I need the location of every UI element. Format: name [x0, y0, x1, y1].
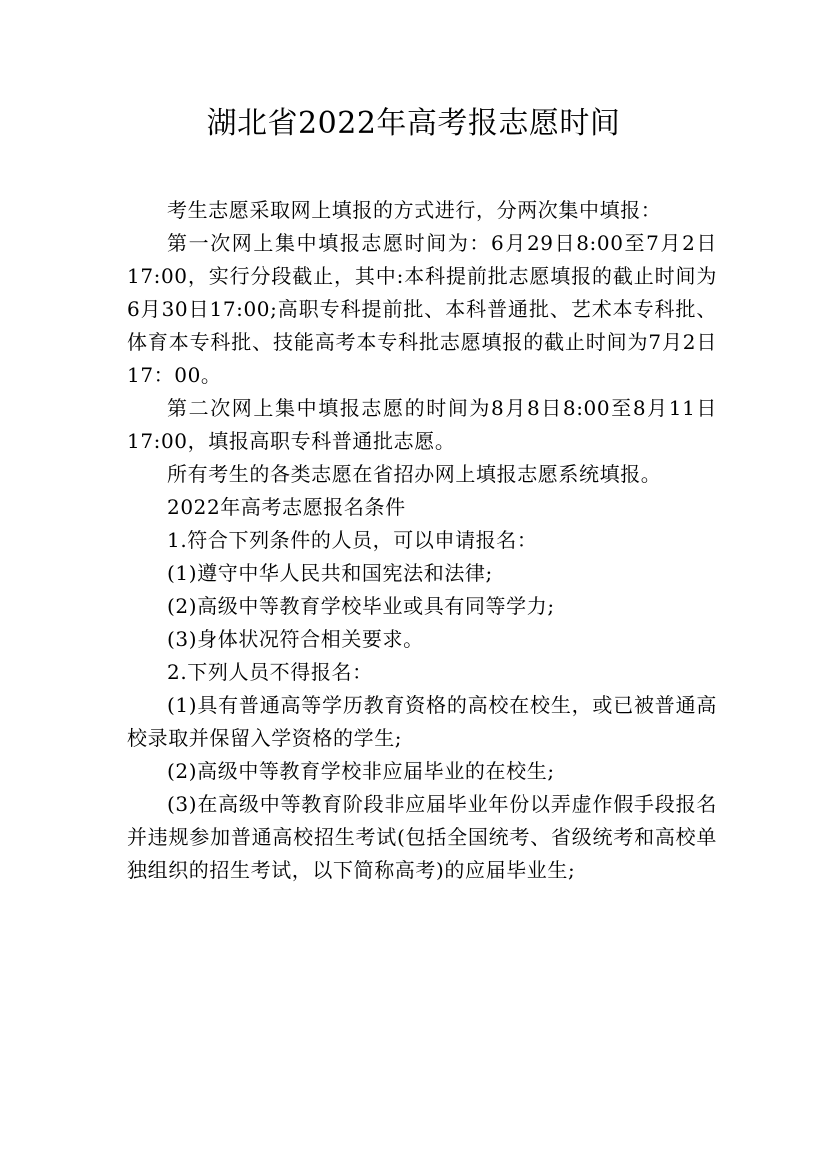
paragraph-second-round: 第二次网上集中填报志愿的时间为8月8日8:00至8月11日17:00，填报高职专科普通批志愿。	[127, 396, 717, 453]
paragraph-intro: 考生志愿采取网上填报的方式进行，分两次集中填报：	[167, 198, 662, 222]
list-item-ineligible-1: (1)具有普通高等学历教育资格的高校在校生，或已被普通高校录取并保留入学资格的学生;	[127, 693, 717, 750]
list-item-ineligible-2: (2)高级中等教育学校非应届毕业的在校生;	[167, 759, 555, 783]
list-heading-eligible: 1.符合下列条件的人员，可以申请报名：	[167, 528, 538, 552]
list-item-eligible-3: (3)身体状况符合相关要求。	[167, 627, 424, 651]
page-title: 湖北省2022年高考报志愿时间	[206, 106, 621, 141]
section-heading-conditions: 2022年高考志愿报名条件	[167, 495, 406, 519]
paragraph-system-note: 所有考生的各类志愿在省招办网上填报志愿系统填报。	[167, 462, 662, 486]
list-item-eligible-2: (2)高级中等教育学校毕业或具有同等学力;	[167, 594, 555, 618]
list-item-ineligible-3: (3)在高级中等教育阶段非应届毕业年份以弄虚作假手段报名并违规参加普通高校招生考试(包括全国统考、省级统考和高校单独组织的招生考试，以下简称高考)的应届毕业生;	[127, 792, 717, 882]
document-body	[127, 194, 717, 887]
list-heading-ineligible: 2.下列人员不得报名：	[167, 660, 373, 684]
list-item-eligible-1: (1)遵守中华人民共和国宪法和法律;	[167, 561, 493, 585]
paragraph-first-round: 第一次网上集中填报志愿时间为：6月29日8:00至7月2日17:00，实行分段截止，其中:本科提前批志愿填报的截止时间为6月30日17:00;高职专科提前批、本科普通批、艺术本专科批、体育本专科批、技能高考本专科批志愿填报的截止时间为7月2日17：00。	[127, 231, 717, 387]
